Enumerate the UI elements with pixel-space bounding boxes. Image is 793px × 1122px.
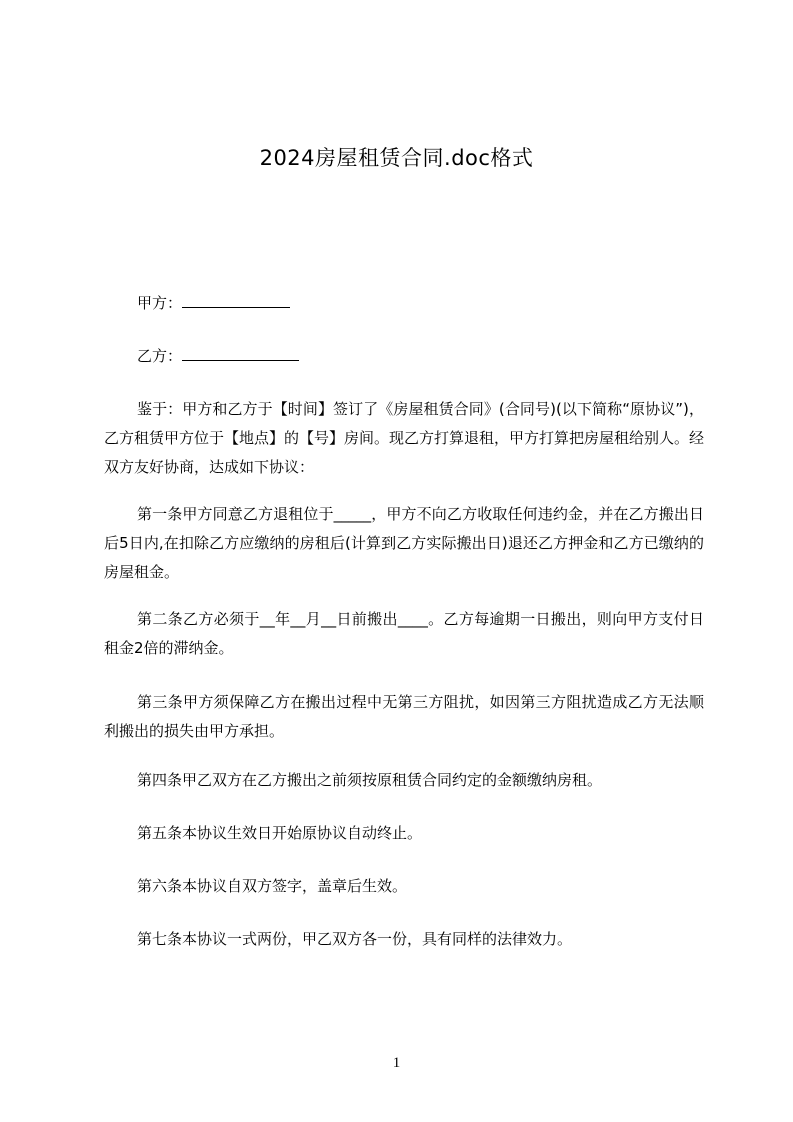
article-3: 第三条甲方须保障乙方在搬出过程中无第三方阻扰，如因第三方阻扰造成乙方无法顺利搬出的损失由甲方承担。 xyxy=(104,693,704,740)
party-b-blank xyxy=(182,347,299,361)
document-title: 2024房屋租赁合同.doc格式 xyxy=(259,146,534,170)
article-6: 第六条本协议自双方签字，盖章后生效。 xyxy=(137,877,408,895)
page-number: 1 xyxy=(392,1055,401,1071)
article-5: 第五条本协议生效日开始原协议自动终止。 xyxy=(137,824,423,842)
party-b-label: 乙方： xyxy=(137,347,183,365)
party-b-line xyxy=(137,346,299,366)
preamble-paragraph: 鉴于：甲方和乙方于【时间】签订了《房屋租赁合同》(合同号)(以下简称“原协议”)，乙方租赁甲方位于【地点】的【号】房间。现乙方打算退租，甲方打算把房屋租给别人。经双方友好协商，达成如下协议： xyxy=(104,400,705,476)
article-1: 第一条甲方同意乙方退租位于_____，甲方不向乙方收取任何违约金，并在乙方搬出日后5日内,在扣除乙方应缴纳的房租后(计算到乙方实际搬出日)退还乙方押金和乙方已缴纳的房屋租金。 xyxy=(104,505,704,581)
article-4: 第四条甲乙双方在乙方搬出之前须按原租赁合同约定的金额缴纳房租。 xyxy=(137,771,603,789)
article-2: 第二条乙方必须于__年__月__日前搬出____。乙方每逾期一日搬出，则向甲方支付日租金2倍的滞纳金。 xyxy=(104,610,704,657)
party-a-blank xyxy=(182,294,290,308)
article-7: 第七条本协议一式两份，甲乙双方各一份，具有同样的法律效力。 xyxy=(137,930,573,948)
party-a-line xyxy=(137,293,290,313)
party-a-label: 甲方： xyxy=(137,294,183,312)
